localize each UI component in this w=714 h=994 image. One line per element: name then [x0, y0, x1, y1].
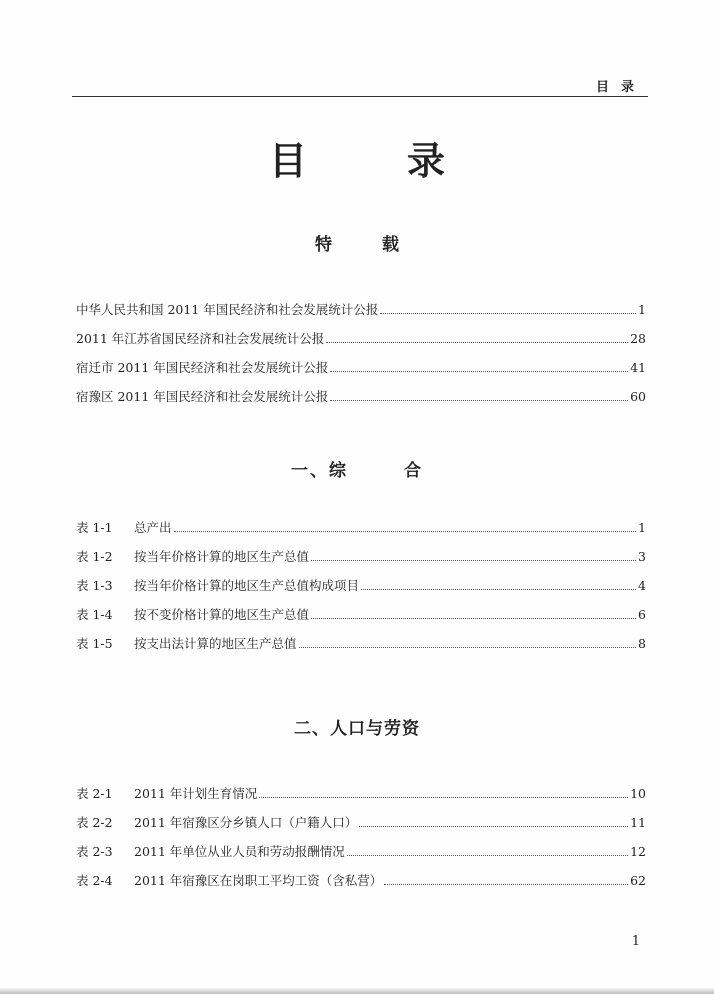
toc-entry[interactable] [76, 871, 646, 900]
toc-entry[interactable] [76, 358, 646, 387]
toc-entry-page: 3 [638, 549, 646, 564]
toc-entry-title: 总产出 [134, 520, 172, 535]
toc-entry-title: 2011 年计划生育情况 [134, 786, 258, 801]
toc-list-general [76, 518, 646, 663]
toc-entry-code: 表 1-1 [76, 520, 113, 535]
toc-leader-dots [311, 551, 636, 561]
toc-entry-title: 2011 年单位从业人员和劳动报酬情况 [134, 844, 345, 859]
section-title-general [0, 456, 714, 481]
toc-entry[interactable] [76, 605, 646, 634]
toc-entry-page: 28 [630, 331, 646, 346]
toc-entry-title: 宿豫区 2011 年国民经济和社会发展统计公报 [76, 389, 329, 404]
toc-leader-dots [330, 362, 628, 372]
toc-entry-title: 2011 年宿豫区在岗职工平均工资（含私营） [134, 873, 383, 888]
section-title-population-labor: 二、人口与劳资 [294, 719, 420, 739]
section-title-special: 特载 [315, 235, 449, 255]
toc-entry-title: 2011 年江苏省国民经济和社会发展统计公报 [76, 331, 325, 346]
toc-leader-dots [299, 638, 637, 648]
toc-leader-dots [174, 522, 637, 532]
toc-leader-dots [347, 846, 628, 856]
toc-leader-dots [311, 609, 636, 619]
toc-entry-code: 表 2-3 [76, 844, 113, 859]
toc-entry-title: 按支出法计算的地区生产总值 [134, 636, 297, 651]
section-title-part-b: 合 [404, 461, 423, 481]
toc-entry-code: 表 1-2 [76, 549, 113, 564]
toc-leader-dots [259, 788, 628, 798]
toc-entry-page: 11 [630, 815, 646, 830]
toc-entry-page: 4 [638, 578, 646, 593]
toc-entry-page: 41 [630, 360, 646, 375]
page-title: 目录 [268, 139, 545, 183]
page-number: 1 [631, 934, 640, 949]
toc-entry-title: 宿迁市 2011 年国民经济和社会发展统计公报 [76, 360, 329, 375]
toc-list-special [76, 300, 646, 416]
toc-entry-page: 12 [630, 844, 646, 859]
toc-entry-code: 表 2-2 [76, 815, 113, 830]
toc-leader-dots [326, 333, 628, 343]
toc-entry-title: 按不变价格计算的地区生产总值 [134, 607, 310, 622]
toc-leader-dots [361, 580, 636, 590]
toc-entry[interactable] [76, 329, 646, 358]
toc-entry-page: 10 [630, 786, 646, 801]
toc-list-population-labor [76, 784, 646, 900]
toc-entry-page: 8 [638, 636, 646, 651]
toc-entry[interactable] [76, 813, 646, 842]
toc-entry[interactable] [76, 547, 646, 576]
toc-entry-title: 中华人民共和国 2011 年国民经济和社会发展统计公报 [76, 302, 379, 317]
toc-entry-code: 表 2-1 [76, 786, 113, 801]
toc-leader-dots [359, 817, 628, 827]
header-rule [72, 96, 648, 97]
toc-entry-title: 2011 年宿豫区分乡镇人口（户籍人口） [134, 815, 358, 830]
section-title-part-a: 一、综 [291, 461, 348, 481]
toc-entry-code: 表 2-4 [76, 873, 113, 888]
toc-entry-code: 表 1-5 [76, 636, 113, 651]
running-header: 目录 [595, 80, 646, 95]
toc-entry[interactable] [76, 300, 646, 329]
toc-entry-code: 表 1-4 [76, 607, 113, 622]
toc-leader-dots [384, 875, 628, 885]
toc-entry-page: 62 [630, 873, 646, 888]
toc-entry[interactable] [76, 387, 646, 416]
scan-edge [0, 988, 714, 994]
toc-entry[interactable] [76, 842, 646, 871]
toc-leader-dots [330, 391, 628, 401]
toc-entry[interactable] [76, 634, 646, 663]
toc-entry-title: 按当年价格计算的地区生产总值 [134, 549, 310, 564]
toc-leader-dots [380, 304, 636, 314]
toc-entry-page: 1 [638, 520, 646, 535]
toc-entry-code: 表 1-3 [76, 578, 113, 593]
toc-entry[interactable] [76, 576, 646, 605]
toc-entry-page: 6 [638, 607, 646, 622]
toc-entry-title: 按当年价格计算的地区生产总值构成项目 [134, 578, 360, 593]
toc-entry-page: 1 [638, 302, 646, 317]
toc-entry-page: 60 [630, 389, 646, 404]
toc-entry[interactable] [76, 518, 646, 547]
toc-entry[interactable] [76, 784, 646, 813]
